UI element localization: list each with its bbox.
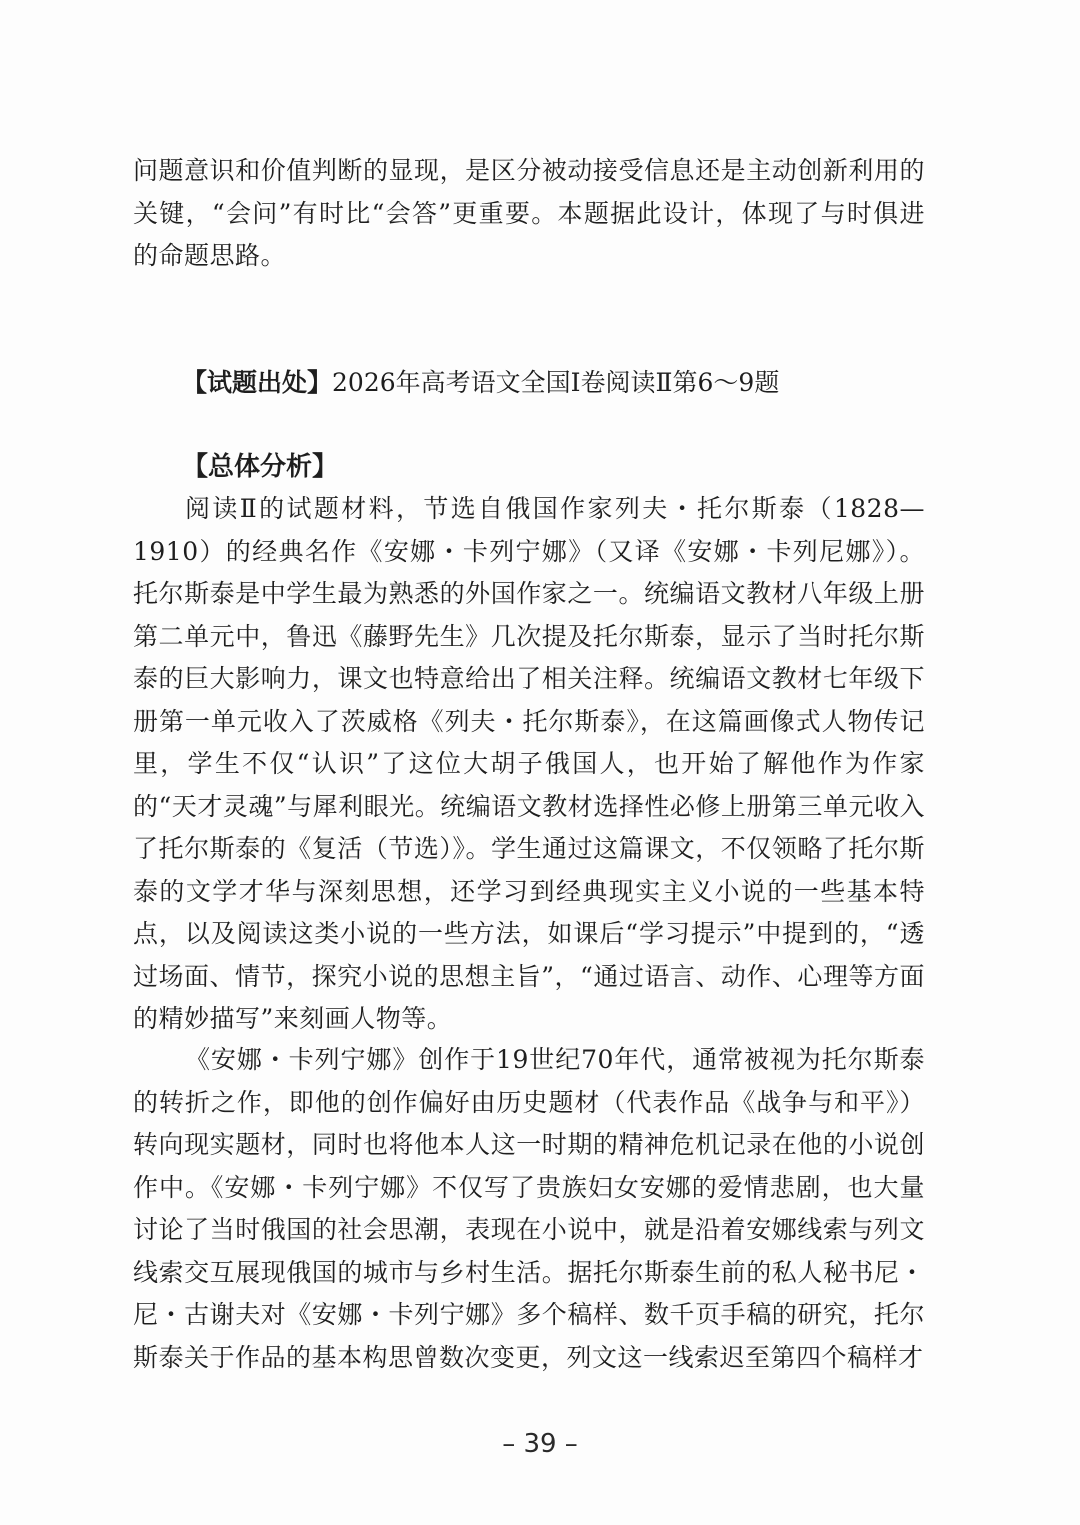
body-paragraph: 《安娜・卡列宁娜》创作于19世纪70年代，通常被视为托尔斯泰的转折之作，即他的创作偏好由历史题材（代表作品《战争与和平》）转向现实题材，同时也将他本人这一时期的精神危机记录在他的小说创作中。《安娜・卡列宁娜》不仅写了贵族妇女安娜的爱情悲剧，也大量讨论了当时俄国的社会思潮，表现在小说中，就是沿着安娜线索与列文线索交互展现俄国的城市与乡村生活。据托尔斯泰生前的私人秘书尼・尼・古谢夫对《安娜・卡列宁娜》多个稿样、数千页手稿的研究，托尔斯泰关于作品的基本构思曾数次变更，列文这一线索迟至第四个稿样才 bbox=[133, 1045, 925, 1372]
page-number: – 39 – bbox=[502, 1429, 578, 1459]
question-source-text: 2026年高考语文全国Ⅰ卷阅读Ⅱ第6～9题 bbox=[332, 368, 780, 397]
section-heading: 【总体分析】 bbox=[182, 452, 339, 482]
question-source-label: 【试题出处】 bbox=[182, 368, 333, 397]
body-paragraph: 阅读Ⅱ的试题材料，节选自俄国作家列夫・托尔斯泰（1828—1910）的经典名作《安娜・卡列宁娜》（又译《安娜・卡列尼娜》）。托尔斯泰是中学生最为熟悉的外国作家之一。统编语文教材八年级上册第二单元中，鲁迅《藤野先生》几次提及托尔斯泰，显示了当时托尔斯泰的巨大影响力，课文也特意给出了相关注释。统编语文教材七年级下册第一单元收入了茨威格《列夫・托尔斯泰》，在这篇画像式人物传记里，学生不仅“认识”了这位大胡子俄国人，也开始了解他作为作家的“天才灵魂”与犀利眼光。统编语文教材选择性必修上册第三单元收入了托尔斯泰的《复活（节选）》。学生通过这篇课文，不仅领略了托尔斯泰的文学才华与深刻思想，还学习到经典现实主义小说的一些基本特点，以及阅读这类小说的一些方法，如课后“学习提示”中提到的，“透过场面、情节，探究小说的思想主旨”，“通过语言、动作、心理等方面的精妙描写”来刻画人物等。 bbox=[133, 494, 925, 1033]
intro-paragraph: 问题意识和价值判断的显现，是区分被动接受信息还是主动创新利用的关键，“会问”有时比“会答”更重要。本题据此设计，体现了与时俱进的命题思路。 bbox=[133, 156, 925, 270]
question-source-line bbox=[182, 362, 779, 404]
